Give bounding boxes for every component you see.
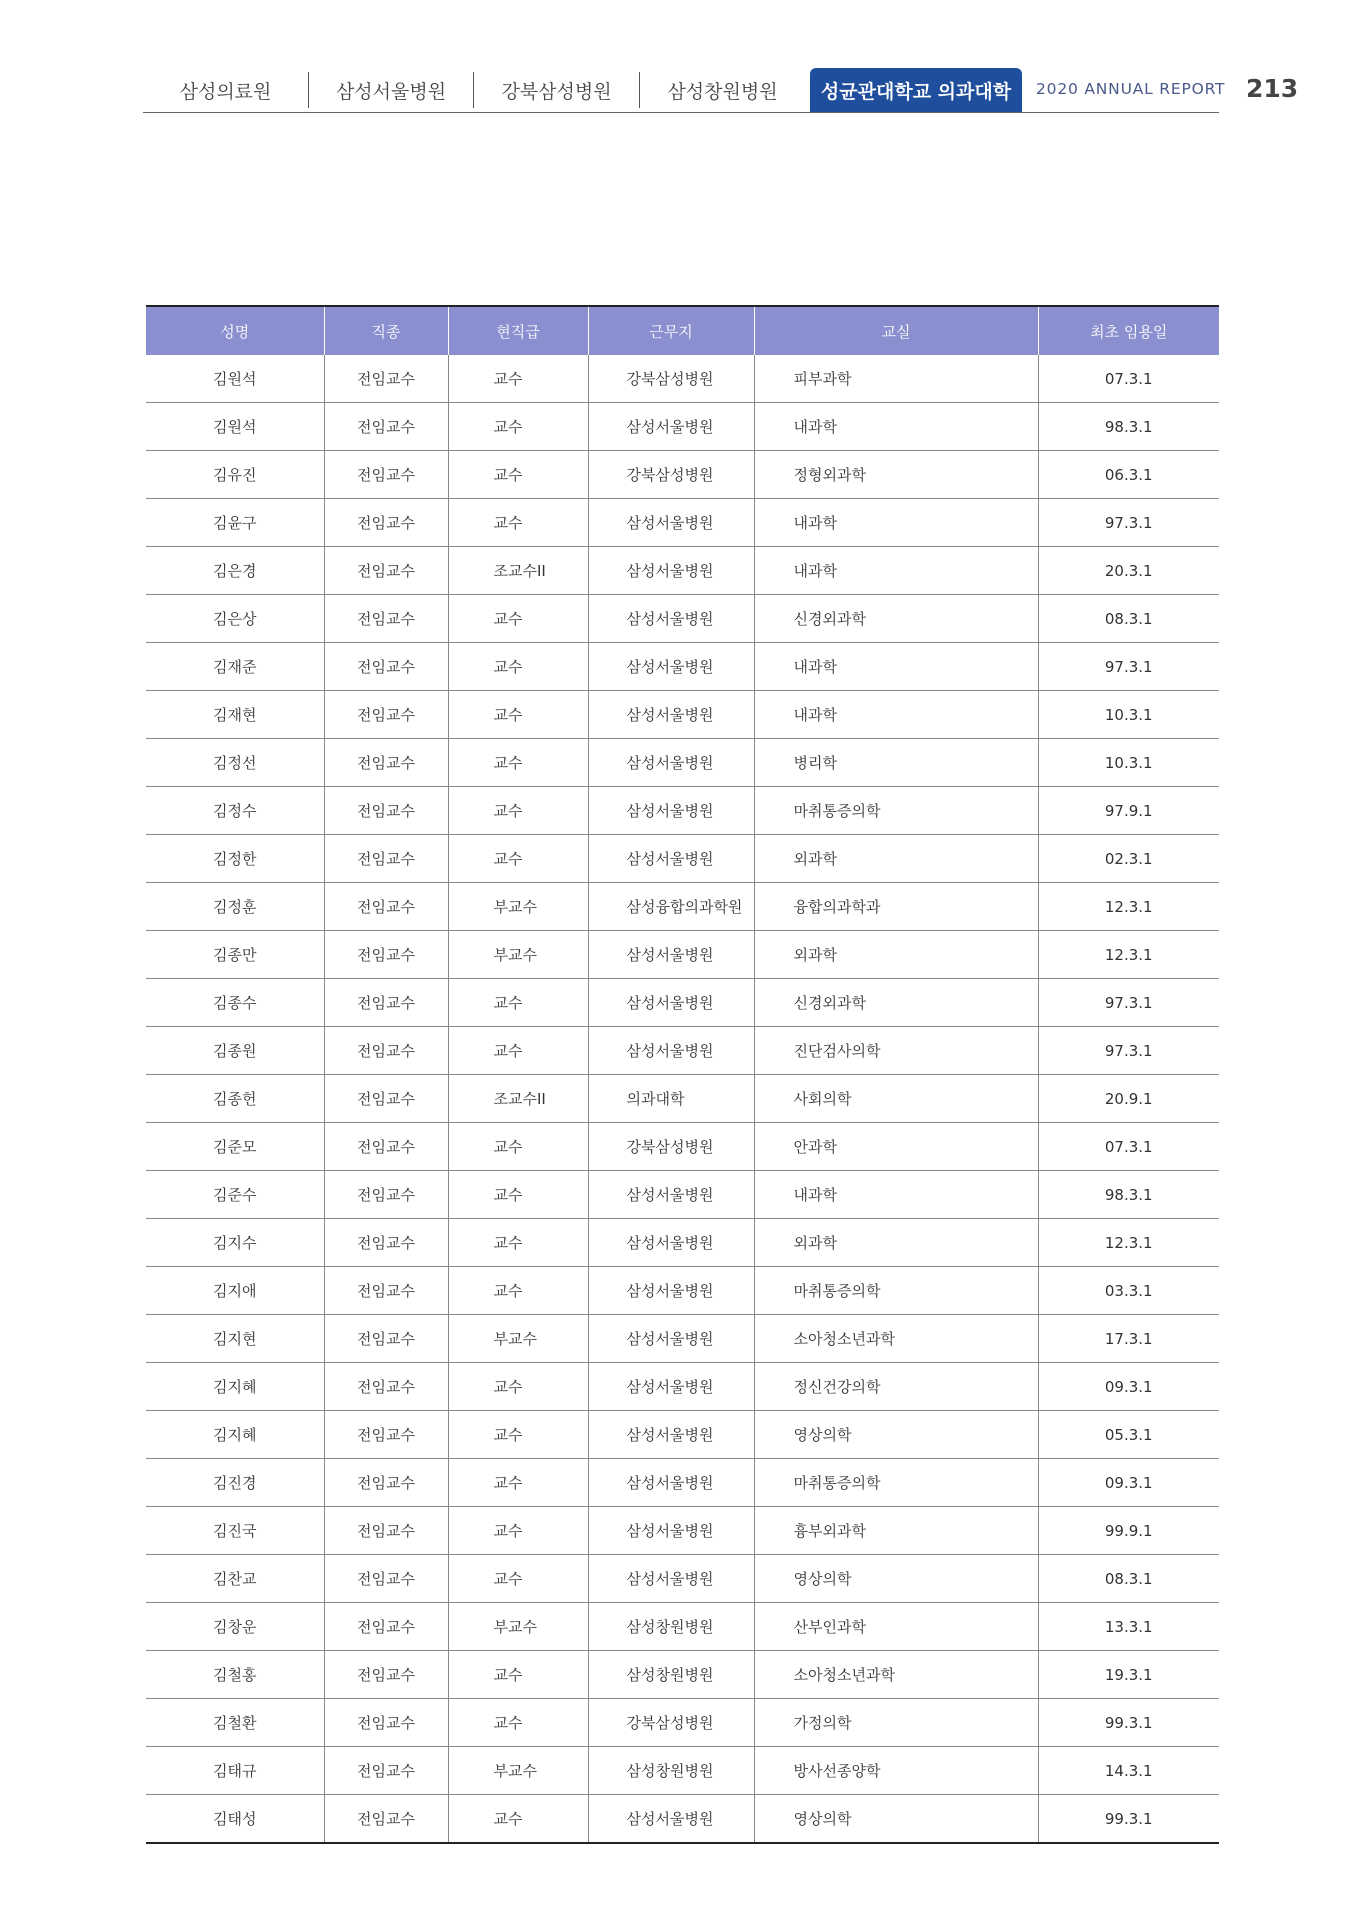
cell-department: 정형외과학 (754, 451, 1038, 499)
cell-rank: 부교수 (448, 883, 588, 931)
table-row (146, 643, 1219, 691)
cell-rank: 부교수 (448, 931, 588, 979)
cell-rank: 교수 (448, 787, 588, 835)
cell-name: 김태성 (146, 1795, 324, 1844)
cell-rank: 부교수 (448, 1603, 588, 1651)
cell-department: 내과학 (754, 547, 1038, 595)
cell-job-type: 전임교수 (324, 499, 448, 547)
cell-job-type: 전임교수 (324, 1363, 448, 1411)
cell-job-type: 전임교수 (324, 931, 448, 979)
table-row (146, 403, 1219, 451)
cell-rank: 부교수 (448, 1747, 588, 1795)
cell-first-appointment: 17.3.1 (1038, 1315, 1219, 1363)
cell-name: 김태규 (146, 1747, 324, 1795)
cell-first-appointment: 07.3.1 (1038, 1123, 1219, 1171)
cell-department: 영상의학 (754, 1555, 1038, 1603)
table-row (146, 1651, 1219, 1699)
cell-first-appointment: 99.3.1 (1104, 1809, 1153, 1828)
cell-job-type: 전임교수 (324, 451, 448, 499)
cell-job-type: 전임교수 (324, 739, 448, 787)
table-row (146, 1699, 1219, 1747)
cell-job-type: 전임교수 (324, 1747, 448, 1795)
cell-workplace: 삼성서울병원 (588, 691, 754, 739)
cell-rank: 교수 (448, 1459, 588, 1507)
cell-department: 외과학 (754, 835, 1038, 883)
cell-first-appointment: 97.3.1 (1038, 499, 1219, 547)
cell-first-appointment: 97.3.1 (1038, 1027, 1219, 1075)
cell-workplace: 삼성창원병원 (588, 1651, 754, 1699)
cell-rank: 교수 (448, 691, 588, 739)
cell-department: 병리학 (754, 739, 1038, 787)
cell-rank: 교수 (448, 1699, 588, 1747)
cell-department: 산부인과학 (754, 1603, 1038, 1651)
cell-workplace: 삼성서울병원 (588, 1507, 754, 1555)
cell-department: 내과학 (754, 403, 1038, 451)
table-header-row (146, 306, 1219, 355)
cell-job-type: 전임교수 (324, 1315, 448, 1363)
cell-name: 김준수 (146, 1171, 324, 1219)
table-row (146, 1459, 1219, 1507)
cell-first-appointment: 99.3.1 (1038, 1699, 1219, 1747)
cell-department: 가정의학 (754, 1699, 1038, 1747)
tab-samsung-medical-center[interactable] (143, 72, 309, 108)
cell-department: 신경외과학 (754, 979, 1038, 1027)
tab-label: 삼성서울병원 (335, 80, 447, 103)
cell-name: 김지현 (146, 1315, 324, 1363)
cell-workplace: 삼성서울병원 (588, 1795, 754, 1844)
table-row (146, 1219, 1219, 1267)
cell-department: 마취통증의학 (754, 787, 1038, 835)
cell-rank: 교수 (448, 1123, 588, 1171)
cell-first-appointment: 08.3.1 (1038, 1555, 1219, 1603)
cell-first-appointment: 07.3.1 (1038, 355, 1219, 403)
table-row (146, 1363, 1219, 1411)
cell-rank: 교수 (448, 451, 588, 499)
cell-rank: 교수 (448, 1411, 588, 1459)
cell-job-type: 전임교수 (324, 787, 448, 835)
cell-job-type: 전임교수 (324, 403, 448, 451)
cell-first-appointment: 08.3.1 (1038, 595, 1219, 643)
cell-department: 진단검사의학 (754, 1027, 1038, 1075)
cell-name: 김종원 (146, 1027, 324, 1075)
cell-name: 김정훈 (146, 883, 324, 931)
cell-name: 김준모 (146, 1123, 324, 1171)
cell-job-type: 전임교수 (324, 979, 448, 1027)
cell-rank: 교수 (448, 595, 588, 643)
tab-label: 성균관대학교 의과대학 (820, 80, 1012, 103)
cell-first-appointment: 10.3.1 (1038, 691, 1219, 739)
cell-first-appointment: 12.3.1 (1038, 883, 1219, 931)
cell-name: 김정한 (146, 835, 324, 883)
cell-rank: 교수 (448, 1507, 588, 1555)
cell-job-type: 전임교수 (324, 1267, 448, 1315)
cell-workplace: 삼성서울병원 (588, 499, 754, 547)
tab-skku-medicine[interactable] (810, 68, 1022, 112)
page-number: 213 (1246, 74, 1299, 103)
table-row (146, 1747, 1219, 1795)
cell-name: 김철홍 (146, 1651, 324, 1699)
cell-first-appointment: 02.3.1 (1038, 835, 1219, 883)
cell-name: 김진국 (146, 1507, 324, 1555)
cell-rank: 교수 (448, 643, 588, 691)
cell-first-appointment: 99.9.1 (1038, 1507, 1219, 1555)
cell-name: 김정수 (146, 787, 324, 835)
cell-department: 마취통증의학 (754, 1459, 1038, 1507)
report-label: 2020 ANNUAL REPORT (1036, 80, 1226, 98)
cell-job-type: 전임교수 (324, 1507, 448, 1555)
cell-job-type: 전임교수 (324, 643, 448, 691)
cell-name: 김윤구 (146, 499, 324, 547)
table-row (146, 979, 1219, 1027)
cell-job-type: 전임교수 (324, 1171, 448, 1219)
cell-workplace: 삼성창원병원 (588, 1747, 754, 1795)
table-row (146, 1123, 1219, 1171)
table-row (146, 1507, 1219, 1555)
column-header-department: 교실 (754, 306, 1038, 355)
cell-department: 외과학 (754, 1219, 1038, 1267)
table-row (146, 1411, 1219, 1459)
cell-department: 융합의과학과 (754, 883, 1038, 931)
cell-name: 김정선 (146, 739, 324, 787)
cell-rank: 교수 (448, 1363, 588, 1411)
cell-department: 영상의학 (754, 1411, 1038, 1459)
cell-department: 마취통증의학 (754, 1267, 1038, 1315)
table-row (146, 1171, 1219, 1219)
cell-workplace: 삼성서울병원 (588, 739, 754, 787)
cell-rank: 교수 (448, 1027, 588, 1075)
cell-first-appointment: 10.3.1 (1038, 739, 1219, 787)
cell-job-type: 전임교수 (324, 1555, 448, 1603)
cell-first-appointment: 05.3.1 (1038, 1411, 1219, 1459)
cell-job-type: 전임교수 (324, 1027, 448, 1075)
cell-workplace: 의과대학 (588, 1075, 754, 1123)
cell-department: 내과학 (754, 1171, 1038, 1219)
cell-job-type: 전임교수 (324, 883, 448, 931)
table-row (146, 1267, 1219, 1315)
cell-name: 김재현 (146, 691, 324, 739)
cell-name: 김찬교 (146, 1555, 324, 1603)
cell-name: 김지수 (146, 1219, 324, 1267)
cell-name: 김창운 (146, 1603, 324, 1651)
table-row (146, 547, 1219, 595)
cell-first-appointment: 09.3.1 (1038, 1459, 1219, 1507)
cell-workplace: 삼성서울병원 (588, 643, 754, 691)
cell-job-type: 전임교수 (324, 547, 448, 595)
table-row (146, 595, 1219, 643)
cell-rank: 교수 (448, 1267, 588, 1315)
cell-department: 신경외과학 (754, 595, 1038, 643)
cell-first-appointment: 12.3.1 (1038, 1219, 1219, 1267)
cell-rank: 부교수 (448, 1315, 588, 1363)
table-row (146, 1795, 1219, 1844)
cell-job-type: 전임교수 (324, 1075, 448, 1123)
cell-workplace: 강북삼성병원 (588, 1123, 754, 1171)
cell-rank: 교수 (448, 1219, 588, 1267)
cell-name: 김지혜 (146, 1411, 324, 1459)
table-row (146, 691, 1219, 739)
table-row (146, 451, 1219, 499)
cell-department: 사회의학 (754, 1075, 1038, 1123)
cell-name: 김은상 (146, 595, 324, 643)
cell-name: 김유진 (146, 451, 324, 499)
cell-name: 김지애 (146, 1267, 324, 1315)
cell-first-appointment: 09.3.1 (1038, 1363, 1219, 1411)
cell-workplace: 삼성서울병원 (588, 1267, 754, 1315)
table-row (146, 883, 1219, 931)
tab-label: 삼성의료원 (179, 80, 272, 103)
table-row (146, 1027, 1219, 1075)
column-header-first-appointment: 최초 임용일 (1038, 306, 1219, 355)
cell-job-type: 전임교수 (324, 691, 448, 739)
cell-rank: 교수 (448, 1171, 588, 1219)
table-row (146, 1315, 1219, 1363)
cell-first-appointment: 97.9.1 (1038, 787, 1219, 835)
column-header-workplace: 근무지 (588, 306, 754, 355)
cell-name: 김원석 (146, 355, 324, 403)
cell-department: 소아청소년과학 (754, 1315, 1038, 1363)
cell-first-appointment: 13.3.1 (1038, 1603, 1219, 1651)
cell-job-type: 전임교수 (324, 1699, 448, 1747)
cell-department: 내과학 (754, 499, 1038, 547)
cell-rank: 조교수II (448, 1075, 588, 1123)
cell-rank: 조교수II (448, 547, 588, 595)
cell-workplace: 강북삼성병원 (588, 1699, 754, 1747)
tab-samsung-seoul-hospital[interactable] (309, 72, 474, 108)
cell-job-type: 전임교수 (324, 1219, 448, 1267)
cell-department: 안과학 (754, 1123, 1038, 1171)
cell-workplace: 삼성서울병원 (588, 1027, 754, 1075)
cell-department: 외과학 (754, 931, 1038, 979)
cell-first-appointment: 14.3.1 (1038, 1747, 1219, 1795)
cell-workplace: 삼성서울병원 (588, 979, 754, 1027)
cell-job-type: 전임교수 (324, 1651, 448, 1699)
cell-workplace: 삼성융합의과학원 (588, 883, 754, 931)
cell-name: 김지혜 (146, 1363, 324, 1411)
cell-job-type: 전임교수 (324, 595, 448, 643)
table-row (146, 931, 1219, 979)
faculty-table (146, 305, 1219, 1844)
cell-workplace: 삼성창원병원 (588, 1603, 754, 1651)
cell-workplace: 삼성서울병원 (588, 1315, 754, 1363)
cell-department: 방사선종양학 (754, 1747, 1038, 1795)
cell-department: 영상의학 (754, 1795, 1038, 1844)
table-row (146, 1603, 1219, 1651)
cell-first-appointment: 12.3.1 (1038, 931, 1219, 979)
cell-department: 피부과학 (754, 355, 1038, 403)
cell-job-type: 전임교수 (324, 1795, 448, 1844)
cell-workplace: 삼성서울병원 (588, 1459, 754, 1507)
table-row (146, 499, 1219, 547)
cell-job-type: 전임교수 (324, 355, 448, 403)
cell-name: 김종수 (146, 979, 324, 1027)
tab-kangbuk-samsung-hospital[interactable] (474, 72, 640, 108)
cell-workplace: 삼성서울병원 (588, 1555, 754, 1603)
column-header-job-type: 직종 (324, 306, 448, 355)
cell-rank: 교수 (448, 1555, 588, 1603)
cell-rank: 교수 (448, 355, 588, 403)
cell-job-type: 전임교수 (324, 1123, 448, 1171)
cell-name: 김종헌 (146, 1075, 324, 1123)
cell-rank: 교수 (448, 1795, 588, 1844)
cell-first-appointment: 06.3.1 (1038, 451, 1219, 499)
cell-job-type: 전임교수 (324, 1459, 448, 1507)
table-row (146, 1075, 1219, 1123)
cell-first-appointment: 97.3.1 (1038, 979, 1219, 1027)
cell-job-type: 전임교수 (324, 1411, 448, 1459)
cell-name: 김종만 (146, 931, 324, 979)
cell-workplace: 강북삼성병원 (588, 355, 754, 403)
cell-department: 내과학 (754, 643, 1038, 691)
cell-job-type: 전임교수 (324, 1603, 448, 1651)
cell-name: 김은경 (146, 547, 324, 595)
cell-first-appointment: 20.9.1 (1038, 1075, 1219, 1123)
cell-first-appointment: 98.3.1 (1038, 403, 1219, 451)
cell-department: 내과학 (754, 691, 1038, 739)
cell-workplace: 삼성서울병원 (588, 403, 754, 451)
cell-first-appointment: 97.3.1 (1038, 643, 1219, 691)
cell-name: 김재준 (146, 643, 324, 691)
table-row (146, 1555, 1219, 1603)
cell-workplace: 삼성서울병원 (588, 931, 754, 979)
cell-department: 흉부외과학 (754, 1507, 1038, 1555)
cell-rank: 교수 (448, 403, 588, 451)
table-row (146, 787, 1219, 835)
cell-workplace: 삼성서울병원 (588, 787, 754, 835)
tab-label: 강북삼성병원 (501, 80, 612, 103)
cell-name: 김진경 (146, 1459, 324, 1507)
cell-workplace: 삼성서울병원 (588, 1411, 754, 1459)
cell-workplace: 삼성서울병원 (588, 1171, 754, 1219)
cell-department: 소아청소년과학 (754, 1651, 1038, 1699)
tab-samsung-changwon-hospital[interactable] (640, 72, 805, 108)
cell-rank: 교수 (448, 739, 588, 787)
table-row (146, 355, 1219, 403)
cell-job-type: 전임교수 (324, 835, 448, 883)
column-header-name: 성명 (146, 306, 324, 355)
cell-first-appointment: 19.3.1 (1038, 1651, 1219, 1699)
tab-label: 삼성창원병원 (667, 80, 778, 103)
table-body (146, 355, 1219, 1843)
column-header-rank: 현직급 (448, 306, 588, 355)
cell-name: 김철환 (146, 1699, 324, 1747)
cell-workplace: 삼성서울병원 (588, 547, 754, 595)
cell-first-appointment: 03.3.1 (1038, 1267, 1219, 1315)
cell-rank: 교수 (448, 835, 588, 883)
cell-name: 김원석 (146, 403, 324, 451)
cell-first-appointment: 20.3.1 (1038, 547, 1219, 595)
cell-rank: 교수 (448, 499, 588, 547)
cell-department: 정신건강의학 (754, 1363, 1038, 1411)
cell-rank: 교수 (448, 979, 588, 1027)
cell-first-appointment: 98.3.1 (1038, 1171, 1219, 1219)
table-row (146, 739, 1219, 787)
cell-workplace: 삼성서울병원 (588, 835, 754, 883)
cell-workplace: 삼성서울병원 (588, 595, 754, 643)
table-row (146, 835, 1219, 883)
cell-workplace: 삼성서울병원 (588, 1363, 754, 1411)
cell-workplace: 삼성서울병원 (588, 1219, 754, 1267)
cell-rank: 교수 (448, 1651, 588, 1699)
cell-workplace: 강북삼성병원 (588, 451, 754, 499)
